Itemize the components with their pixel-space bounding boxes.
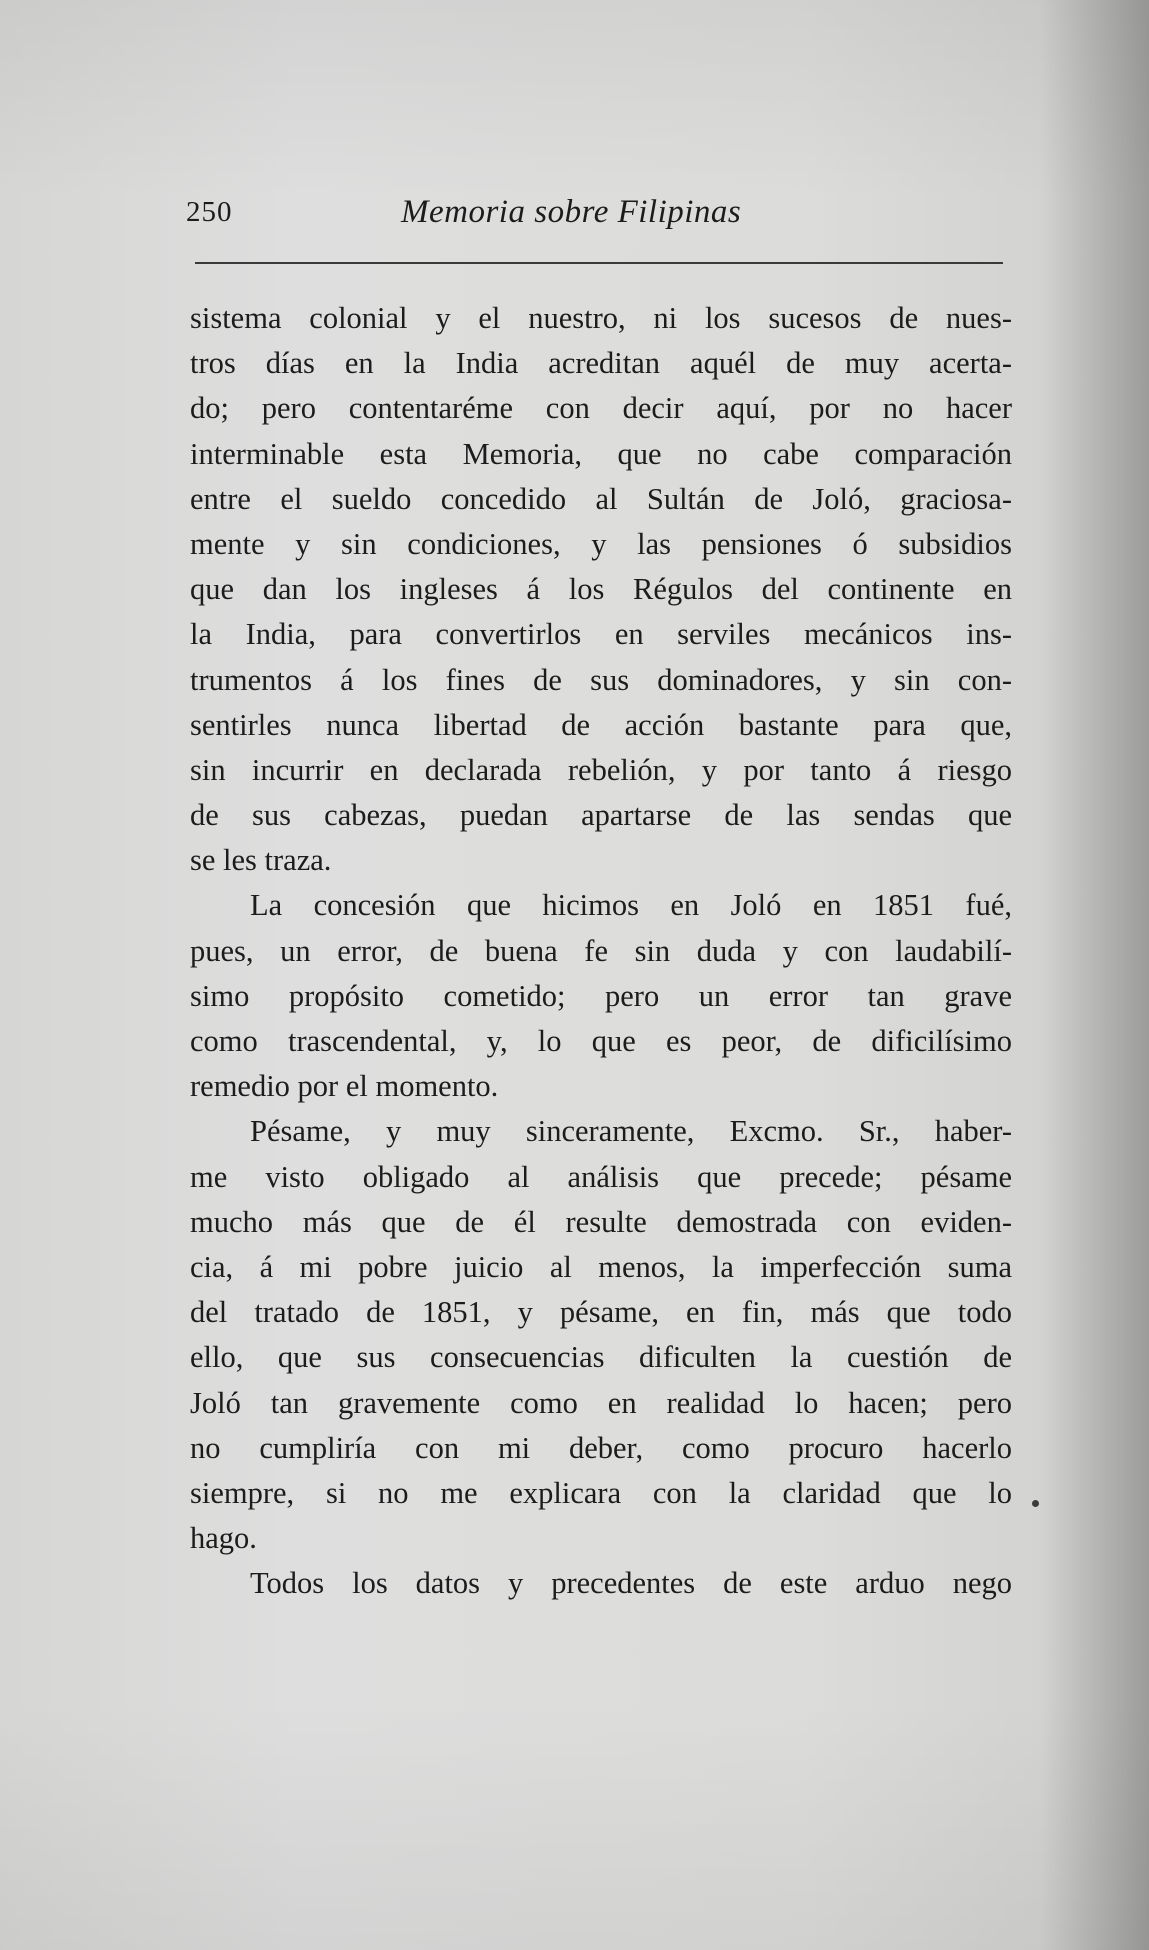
text-line: como trascendental, y, lo que es peor, de dificilísimo (190, 1024, 1012, 1058)
text-line: Joló tan gravemente como en realidad lo hacen; pero (190, 1385, 1012, 1420)
text-line: mucho más que de él resulte demostrada con eviden- (190, 1204, 1012, 1239)
text-line: hago. (190, 1521, 257, 1556)
text-line: simo propósito cometido; pero un error tan grave (190, 978, 1012, 1013)
text-line: remedio por el momento. (190, 1069, 499, 1104)
text-line: se les traza. (190, 843, 332, 878)
text-line: pues, un error, de buena fe sin duda y con laudabilí- (190, 933, 1012, 968)
text-line: cia, á mi pobre juicio al menos, la imperfección suma (190, 1249, 1012, 1284)
ink-speck (1032, 1500, 1039, 1507)
text-line: Pésame, y muy sinceramente, Excmo. Sr., haber- (250, 1114, 1012, 1149)
text-line: de sus cabezas, puedan apartarse de las sendas que (190, 798, 1012, 833)
header-rule (195, 262, 1003, 264)
text-line: La concesión que hicimos en Joló en 1851 fué, (250, 888, 1012, 923)
text-line: no cumpliría con mi deber, como procuro hacerlo (190, 1430, 1012, 1465)
text-line: tros días en la India acreditan aquél de muy acerta- (190, 346, 1012, 381)
text-line: me visto obligado al análisis que precede; pésame (190, 1159, 1012, 1194)
text-line: Todos los datos y precedentes de este arduo nego (250, 1566, 1012, 1601)
text-line: entre el sueldo concedido al Sultán de Joló, graciosa- (190, 481, 1012, 516)
page-header (186, 196, 1004, 242)
text-line: interminable esta Memoria, que no cabe comparación (190, 436, 1012, 471)
text-line: do; pero contentaréme con decir aquí, por no hacer (190, 391, 1012, 426)
running-title: Memoria sobre Filipinas (401, 194, 742, 230)
text-line: ello, que sus consecuencias dificulten la cuestión de (190, 1340, 1012, 1375)
text-line: sentirles nunca libertad de acción bastante para que, (190, 707, 1012, 742)
text-line: trumentos á los fines de sus dominadores, y sin con- (190, 662, 1012, 697)
text-line: que dan los ingleses á los Régulos del continente en (190, 572, 1012, 607)
text-line: siempre, si no me explicara con la claridad que lo (190, 1475, 1012, 1510)
page-number: 250 (186, 196, 233, 228)
text-line: sin incurrir en declarada rebelión, y por tanto á riesgo (190, 752, 1012, 787)
text-line: sistema colonial y el nuestro, ni los sucesos de nues- (190, 301, 1012, 335)
text-line: la India, para convertirlos en serviles mecánicos ins- (190, 617, 1012, 652)
text-line: del tratado de 1851, y pésame, en fin, más que todo (190, 1295, 1012, 1330)
text-line: mente y sin condiciones, y las pensiones ó subsidios (190, 526, 1012, 561)
body-text (190, 296, 1012, 1606)
